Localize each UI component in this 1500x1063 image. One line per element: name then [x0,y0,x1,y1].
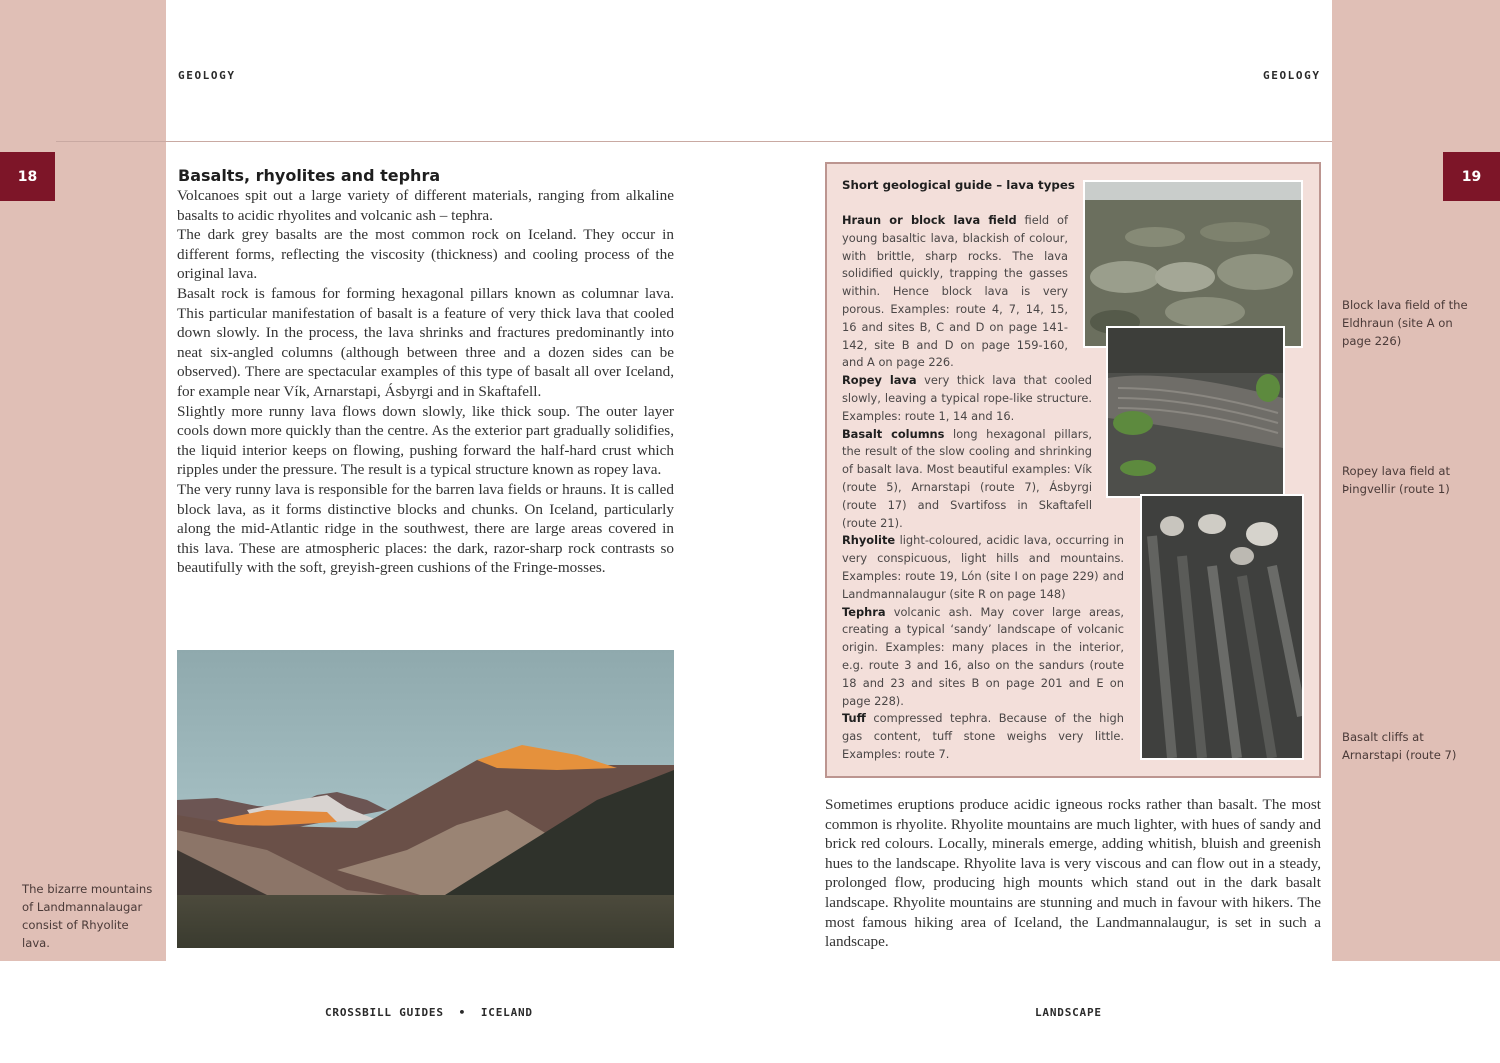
guide-entry-basalt-columns: Basalt columns long hexagonal pillars, the result of the slow cooling and shrinking of basalt lava. Most beautiful examples: Vík (route 5), Arnarstapi (route 7), Ásbyrgi (route 17) and Svartifoss in Skaftafell (route 21). [842,426,1093,530]
paragraph: Slightly more runny lava flows down slowly, like thick soup. The outer layer cools down more quickly than the centre. As the exterior part gradually solidifies, the liquid interior keeps on flowing, pushing forward the half-hard crust which ripples under the pressure. The result is a typical structure known as ropey lava. [177,402,674,479]
header-rule [56,141,1444,142]
page-number-18: 18 [0,152,55,201]
guide-entry-ropey: Ropey lava very thick lava that cooled slowly, leaving a typical rope-like structure. Examples: route 1, 14 and 16. [842,373,1092,423]
caption-basalt-cliffs: Basalt cliffs at Arnarstapi (route 7) [1342,730,1457,762]
left-footer: CROSSBILL GUIDES • ICELAND [325,1006,533,1019]
basalt-cliffs-photo [1140,494,1304,760]
left-margin-band [0,0,166,961]
left-running-header: GEOLOGY [178,69,236,82]
guide-entry-tuff: Tuff compressed tephra. Because of the high gas content, tuff stone weighs very little. Examples: route 7. [842,711,1124,761]
guide-entry-tephra: Tephra volcanic ash. May cover large areas, creating a typical ‘sandy’ landscape of volcanic origin. Examples: many places in the interior, e.g. route 3 and 16, also on the sandurs (route 18 and 23 and sites B on page 201 and E on page 228). [842,604,1124,708]
paragraph: Basalt rock is famous for forming hexagonal pillars known as columnar lava. This particular manifestation of basalt is a feature of very thick lava that cooled down slowly. In the process, the lava shrinks and fractures predominantly into neat six-angled columns (although between three and a dozen sides can be observed). There are spectacular examples of this type of basalt all over Iceland, for example near Vík, Arnarstapi, Ásbyrgi and in Skaftafell. [177,284,674,400]
right-body-text: Sometimes eruptions produce acidic igneous rocks rather than basalt. The most common is rhyolite. Rhyolite mountains are much lighter, with hues of sandy and brick red colours. Locally, minerals emerge, adding whitish, bluish and greenish hues to the landscape. Rhyolite lava is very viscous and can flow out in a steady, prolonged flow, producing high mounts which stand out in the dark basalt landscape. Rhyolite mountains are stunning and much in favour with hikers. The most famous hiking area of Iceland, the Landmannalaugur, is set in such a landscape. [825,796,1321,951]
page-number-19: 19 [1443,152,1500,201]
caption-block-lava-field: Block lava field of the Eldhraun (site A on page 226) [1342,298,1468,348]
ropey-lava-image [1108,328,1283,496]
landmannalaugar-photo [177,650,674,948]
block-lava-image [1085,182,1301,346]
guide-entry-rhyolite: Rhyolite light-coloured, acidic lava, occurring in very conspicuous, light hills and mountains. Examples: route 19, Lón (site I on page 229) and Landmannalaugur (site R on page 148) [842,533,1124,601]
basalt-columns-image [1142,496,1302,758]
paragraph: Volcanoes spit out a large variety of different materials, ranging from alkaline basalts to acidic rhyolites and volcanic ash – tephra. [177,187,674,224]
ropey-lava-photo [1106,326,1285,498]
guide-entries [842,212,1124,764]
caption-ropey-lava-field: Ropey lava field at Þingvellir (route 1) [1342,464,1450,496]
left-body-text [177,186,674,578]
photo-caption-landmannalaugar: The bizarre mountains of Landmannalaugar consist of Rhyolite lava. [22,882,153,950]
paragraph: The dark grey basalts are the most common rock on Iceland. They occur in different forms, reflecting the viscosity (thickness) and cooling process of the original lava. [177,226,674,283]
block-lava-field-photo [1083,180,1303,348]
right-footer: LANDSCAPE [1035,1006,1102,1019]
paragraph: The very runny lava is responsible for the barren lava fields or hrauns. It is called block lava, as it forms distinctive blocks and chunks. On Iceland, particularly along the mid-Atlantic ridge in the southwest, there are large areas covered in this lava. These are atmospheric places: the dark, razor-sharp rock contrasts so beautifully with the soft, greyish-green cushions of the Fringe-mosses. [177,480,674,577]
section-heading: Basalts, rhyolites and tephra [178,166,441,185]
rhyolite-mountains-image [177,650,674,948]
guide-entry-hraun: Hraun or block lava field field of young basaltic lava, blackish of colour, with brittle, sharp rocks. The lava solidified quickly, trapping the gasses within. Hence block lava is very porous. Examples: route 4, 7, 14, 15, 16 and sites B, C and D on page 141-142, site B and D on page 159-160, and A on page 226. [842,213,1068,370]
right-running-header: GEOLOGY [1263,69,1321,82]
lava-types-guide-box [825,162,1321,778]
guide-box-title: Short geological guide – lava types [842,178,1075,192]
